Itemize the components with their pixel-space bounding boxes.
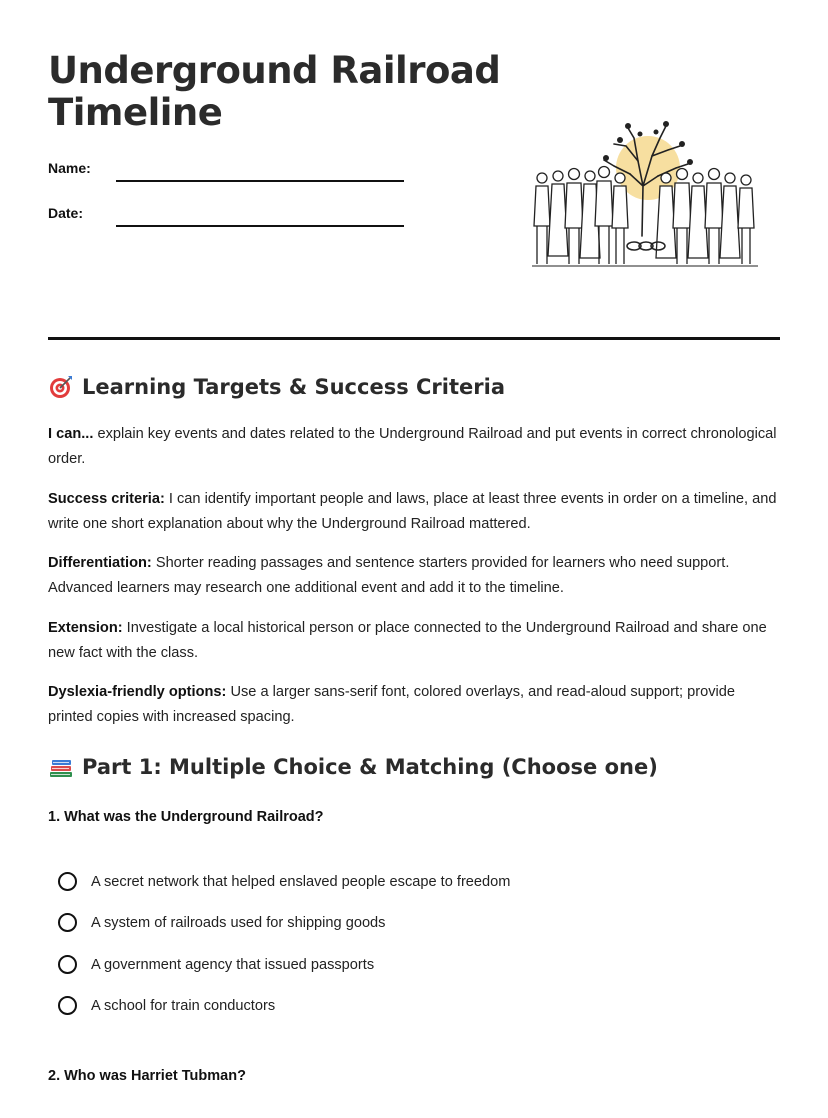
learning-target-item (48, 487, 780, 536)
item-text: explain key events and dates related to the Underground Railroad and put events in correct chronological order. (48, 426, 777, 467)
name-label: Name: (48, 160, 91, 176)
part1-heading-text: Part 1: Multiple Choice & Matching (Choose one) (82, 755, 658, 779)
learning-targets-heading (48, 374, 505, 400)
target-icon (48, 374, 74, 400)
learning-target-item (48, 422, 780, 471)
learning-target-item (48, 551, 780, 600)
item-text: I can identify important people and laws, place at least three events in order on a timeline, and write one short explanation about why the Underground Railroad mattered. (48, 491, 777, 532)
question-2: 2. Who was Harriet Tubman? (48, 1068, 246, 1084)
item-label: Extension: (48, 620, 123, 636)
item-label: Success criteria: (48, 491, 165, 507)
answer-option[interactable] (58, 955, 374, 974)
item-label: I can... (48, 426, 94, 442)
answer-option-label: A school for train conductors (91, 997, 276, 1014)
date-label: Date: (48, 205, 84, 221)
item-text: Shorter reading passages and sentence starters provided for learners who need support. Advanced learners may research one additional event and add it to the timeline. (48, 555, 730, 596)
books-icon (48, 754, 74, 780)
page-title: Underground Railroad Timeline (48, 49, 501, 134)
question-1: 1. What was the Underground Railroad? (48, 809, 324, 825)
item-label: Dyslexia-friendly options: (48, 684, 227, 700)
part1-heading (48, 754, 658, 780)
item-text: Investigate a local historical person or place connected to the Underground Railroad and share one new fact with the class. (48, 620, 767, 661)
answer-option-label: A government agency that issued passports (91, 956, 375, 973)
date-line[interactable] (116, 225, 404, 227)
answer-option-label: A secret network that helped enslaved people escape to freedom (91, 873, 511, 890)
item-text: Use a larger sans-serif font, colored overlays, and read-aloud support; provide printed copies with increased spacing. (48, 684, 736, 725)
radio-button[interactable] (58, 872, 77, 891)
answer-option-label: A system of railroads used for shipping goods (91, 914, 386, 931)
learning-target-item (48, 680, 780, 729)
learning-target-item (48, 616, 780, 665)
radio-button[interactable] (58, 913, 77, 932)
answer-option[interactable] (58, 996, 275, 1015)
radio-button[interactable] (58, 996, 77, 1015)
name-line[interactable] (116, 180, 404, 182)
radio-button[interactable] (58, 955, 77, 974)
people-under-tree-illustration (530, 116, 760, 272)
section-divider (48, 337, 780, 340)
item-label: Differentiation: (48, 555, 152, 571)
answer-option[interactable] (58, 913, 385, 932)
learning-targets-heading-text: Learning Targets & Success Criteria (82, 375, 505, 399)
answer-option[interactable] (58, 872, 510, 891)
